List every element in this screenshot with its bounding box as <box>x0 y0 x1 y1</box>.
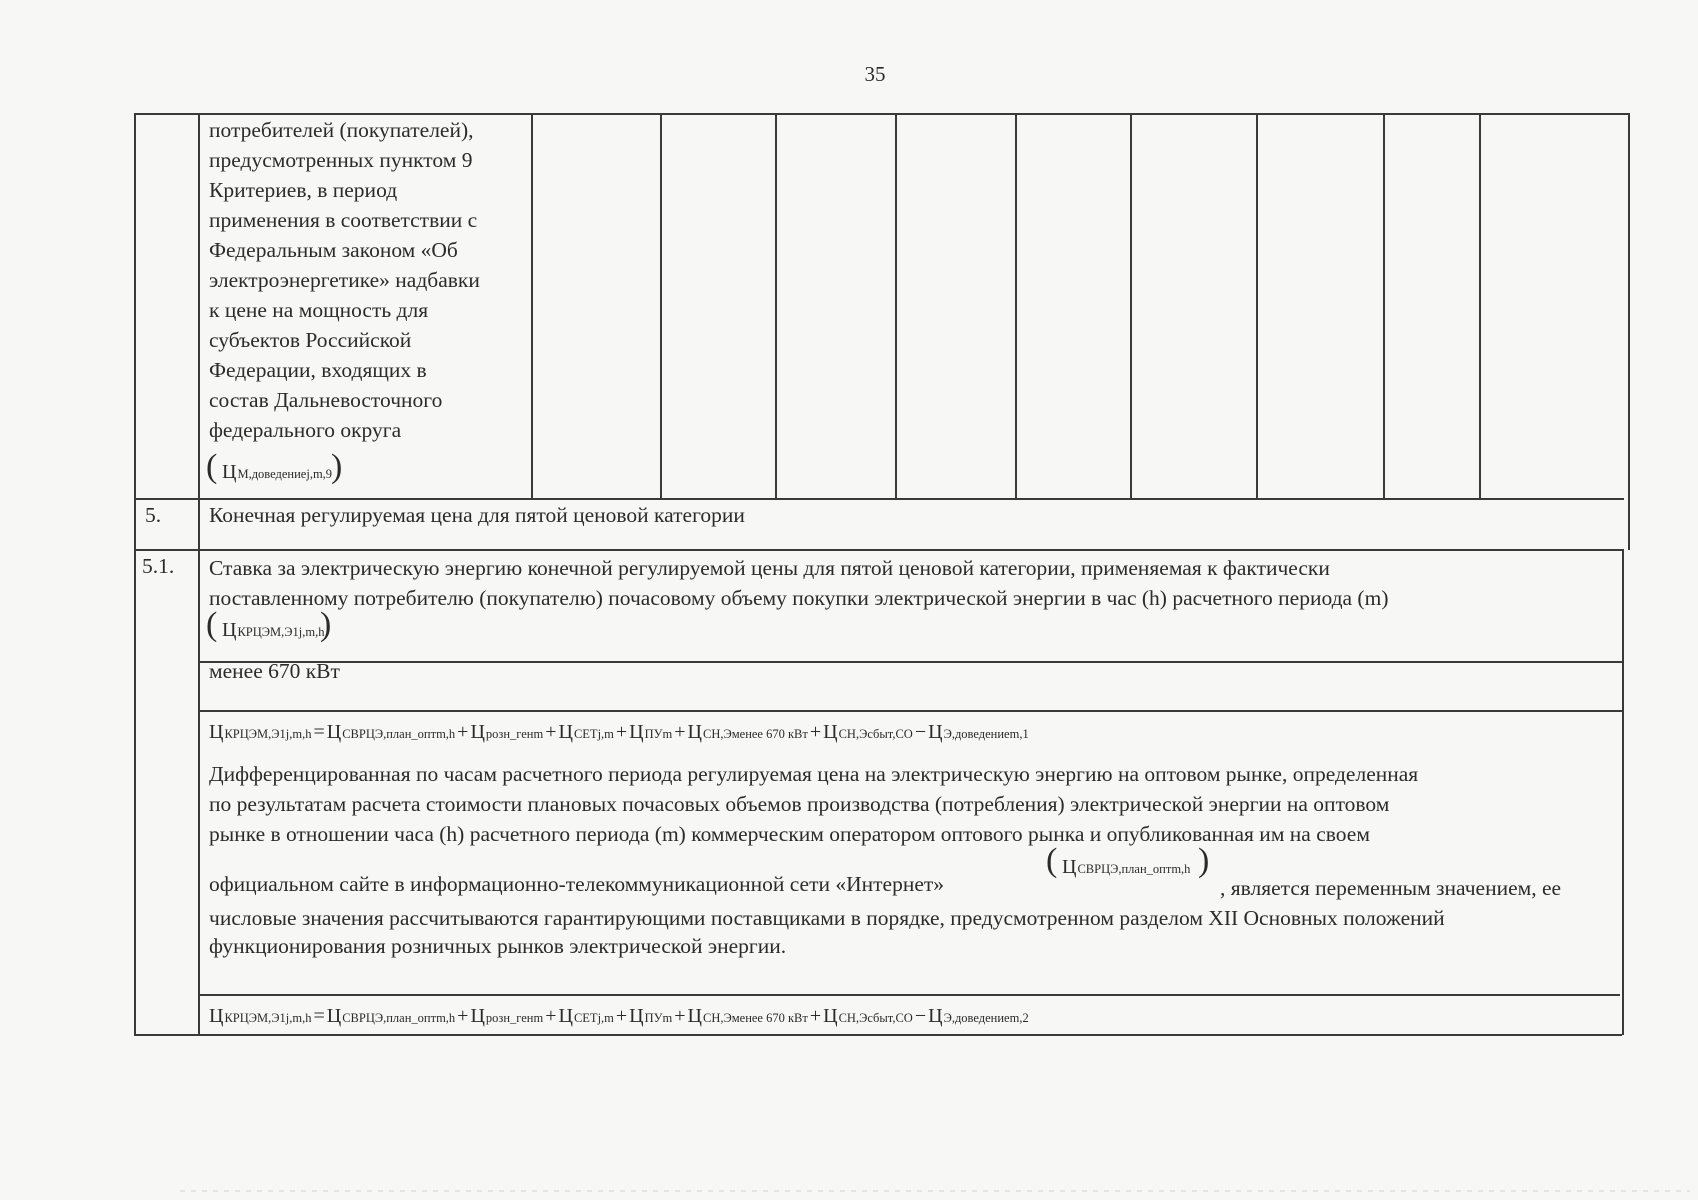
symbol-superscript: ПУ <box>644 1011 663 1025</box>
symbol-superscript: СВРЦЭ,план_опт <box>342 727 437 741</box>
formula-term <box>688 1006 808 1026</box>
power-threshold-label: менее 670 кВт <box>209 659 340 683</box>
symbol-subscript: m <box>533 1011 544 1025</box>
symbol-superscript: СВРЦЭ,план_опт <box>342 1011 437 1025</box>
formula-operator: + <box>457 721 469 743</box>
symbol-base: Ц <box>687 1005 702 1027</box>
page-number: 35 <box>864 62 886 86</box>
column-divider <box>1130 113 1132 499</box>
column-divider <box>531 113 533 499</box>
symbol-superscript: СН,Э <box>702 1011 732 1025</box>
equals-sign: = <box>313 721 325 743</box>
symbol-superscript: Э,доведение <box>943 1011 1010 1025</box>
column-divider <box>198 113 200 1035</box>
description-line: рынке в отношении часа (h) расчетного периода (m) коммерческим оператором оптового рынка и опубликованная им на своем <box>209 822 1370 846</box>
symbol-base: Ц <box>558 1005 573 1027</box>
symbol-subscript: сбыт,СО <box>867 1011 913 1025</box>
column-divider <box>775 113 777 499</box>
symbol-subscript: j,m,9 <box>306 467 333 481</box>
formula-term <box>470 722 543 742</box>
symbol-superscript: розн_ген <box>485 727 534 741</box>
column-divider <box>660 113 662 499</box>
symbol-superscript: КРЦЭМ,Э1 <box>224 727 286 741</box>
formula-term <box>823 1006 913 1026</box>
formula-lhs <box>209 722 311 742</box>
symbol-superscript: СВРЦЭ,план_опт <box>1077 862 1172 876</box>
symbol-superscript: КРЦЭМ,Э1 <box>237 625 299 639</box>
formula-term <box>823 722 913 742</box>
symbol-base: Ц <box>823 721 838 743</box>
table-cell-text: состав Дальневосточного <box>209 388 443 412</box>
formula-term <box>470 1006 543 1026</box>
column-divider <box>1015 113 1017 499</box>
row-divider <box>198 710 1622 712</box>
symbol-base: Ц <box>326 1005 342 1027</box>
column-divider <box>895 113 897 499</box>
symbol-superscript: КРЦЭМ,Э1 <box>224 1011 286 1025</box>
formula-term <box>559 722 614 742</box>
table-left-border <box>134 113 136 1035</box>
symbol-base: Ц <box>629 721 644 743</box>
symbol-base: Ц <box>928 721 943 743</box>
formula-operator: + <box>545 721 557 743</box>
table-cell-text: Федеральным законом «Об <box>209 238 458 262</box>
formula-term <box>327 1006 455 1026</box>
formula-term <box>928 722 1029 742</box>
description-line: функционирования розничных рынков электрической энергии. <box>209 934 787 958</box>
symbol-base: Ц <box>1062 856 1077 878</box>
formula-term <box>327 722 455 742</box>
symbol-subscript: менее 670 кВт <box>731 727 808 741</box>
formula-term <box>629 722 672 742</box>
formula-operator: − <box>914 1005 927 1027</box>
symbol-subscript: m,h <box>436 1011 456 1025</box>
symbol-base: Ц <box>823 1005 838 1027</box>
formula-operator: + <box>457 1005 469 1027</box>
symbol-subscript: j,m <box>597 727 614 741</box>
formula-tier2 <box>209 1006 1029 1026</box>
table-cell-text: субъектов Российской <box>209 328 412 352</box>
symbol-base: Ц <box>629 1005 644 1027</box>
symbol-subscript: сбыт,СО <box>867 727 913 741</box>
symbol-base: Ц <box>222 461 237 483</box>
formula-operator: + <box>674 1005 686 1027</box>
symbol-superscript: Э,доведение <box>943 727 1010 741</box>
symbol-superscript: розн_ген <box>485 1011 534 1025</box>
symbol-subscript: m <box>662 1011 673 1025</box>
table-cell-text: федерального округа <box>209 418 402 442</box>
symbol-base: Ц <box>209 721 224 743</box>
symbol-superscript: СН,Э <box>838 727 868 741</box>
symbol-base: Ц <box>470 721 485 743</box>
formula-tier1 <box>209 722 1029 742</box>
symbol-subscript: m <box>662 727 673 741</box>
table-cell-text: применения в соответствии с <box>209 208 478 232</box>
equals-sign: = <box>313 1005 325 1027</box>
description-line: Дифференцированная по часам расчетного периода регулируемая цена на электрическую энергию на оптовом рынке, определенная <box>209 762 1419 786</box>
symbol-base: Ц <box>928 1005 943 1027</box>
symbol-base: Ц <box>687 721 702 743</box>
table-cell-text: Федерации, входящих в <box>209 358 427 382</box>
table-bottom-border <box>134 1034 1622 1036</box>
symbol-base: Ц <box>558 721 573 743</box>
row-description-line: Ставка за электрическую энергию конечной регулируемой цены для пятой ценовой категории, применяемая к фактически <box>209 556 1330 580</box>
symbol-superscript: СЕТ <box>573 1011 598 1025</box>
formula-operator: − <box>914 721 927 743</box>
column-divider <box>1383 113 1385 499</box>
symbol-base: Ц <box>326 721 342 743</box>
table-right-border <box>1622 549 1624 1035</box>
row-divider <box>134 549 1624 551</box>
description-line: , является переменным значением, ее <box>1220 876 1562 900</box>
symbol-subscript: m,h <box>436 727 456 741</box>
symbol-subscript: m <box>533 727 544 741</box>
formula-term <box>928 1006 1029 1026</box>
table-right-border <box>1628 113 1630 550</box>
symbol-superscript: ПУ <box>644 727 663 741</box>
symbol-subscript: m,2 <box>1009 1011 1029 1025</box>
formula-operator: + <box>809 1005 822 1027</box>
symbol-subscript: менее 670 кВт <box>731 1011 808 1025</box>
description-line: официальном сайте в информационно-телекоммуникационной сети «Интернет» <box>209 872 945 896</box>
row-heading: Конечная регулируемая цена для пятой ценовой категории <box>209 503 745 527</box>
formula-operator: + <box>545 1005 557 1027</box>
column-divider <box>1256 113 1258 499</box>
symbol-superscript: СЕТ <box>573 727 598 741</box>
formula-operator: + <box>615 721 628 743</box>
description-line: числовые значения рассчитываются гарантирующими поставщиками в порядке, предусмотренном разделом XII Основных положений <box>209 906 1445 930</box>
symbol-subscript: m,1 <box>1009 727 1029 741</box>
symbol-subscript: m,h <box>1171 862 1191 876</box>
row-divider <box>198 661 1623 663</box>
formula-operator: + <box>809 721 822 743</box>
symbol-subscript: j,m <box>597 1011 614 1025</box>
formula-lhs <box>209 1006 311 1026</box>
row-number: 5.1. <box>142 554 175 578</box>
row-description-line: поставленному потребителю (покупателю) почасовому объему покупки электрической энергии в час (h) расчетного периода (m) <box>209 586 1389 610</box>
formula-operator: + <box>615 1005 628 1027</box>
symbol-superscript: СН,Э <box>838 1011 868 1025</box>
formula-term <box>629 1006 672 1026</box>
formula-term <box>688 722 808 742</box>
symbol-subscript: j,m,h <box>285 1011 312 1025</box>
row-divider <box>198 994 1620 996</box>
symbol-base: Ц <box>222 619 237 641</box>
symbol-subscript: j,m,h <box>285 727 312 741</box>
row-number: 5. <box>145 503 162 527</box>
table-cell-text: к цене на мощность для <box>209 298 429 322</box>
symbol-subscript: j,m,h <box>298 625 325 639</box>
formula-term <box>559 1006 614 1026</box>
table-cell-text: электроэнергетике» надбавки <box>209 268 480 292</box>
symbol-base: Ц <box>209 1005 224 1027</box>
description-line: по результатам расчета стоимости плановых почасовых объемов производства (потребления) электрической энергии на оптовом <box>209 792 1390 816</box>
symbol-superscript: М,доведение <box>237 467 307 481</box>
symbol-base: Ц <box>470 1005 485 1027</box>
formula-operator: + <box>674 721 686 743</box>
table-cell-text: предусмотренных пунктом 9 <box>209 148 473 172</box>
table-cell-text: потребителей (покупателей), <box>209 118 474 142</box>
symbol-superscript: СН,Э <box>702 727 732 741</box>
scan-artifact <box>180 1190 1690 1192</box>
column-divider <box>1479 113 1481 499</box>
table-cell-text: Критериев, в период <box>209 178 398 202</box>
